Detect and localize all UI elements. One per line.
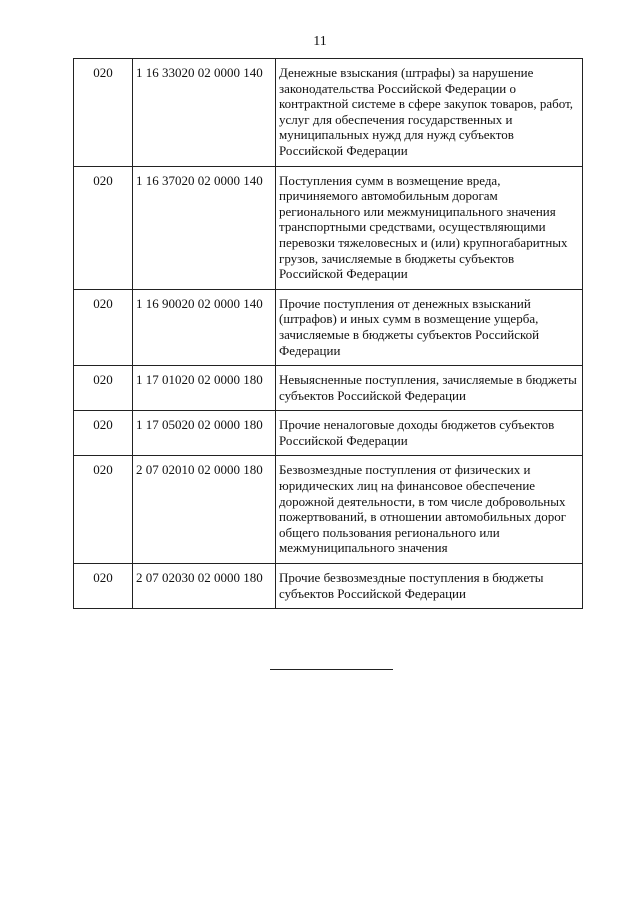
budget-classification-code-cell: 1 17 05020 02 0000 180: [133, 411, 276, 456]
table-row: [74, 411, 583, 456]
admin-code-cell: 020: [74, 166, 133, 289]
page-number: 11: [313, 34, 327, 49]
revenue-description-cell: Невыясненные поступления, зачисляемые в бюджеты субъектов Российской Федерации: [276, 366, 583, 411]
table-row: [74, 289, 583, 365]
revenue-description-cell: Прочие неналоговые доходы бюджетов субъектов Российской Федерации: [276, 411, 583, 456]
table-row: [74, 564, 583, 609]
revenue-description-cell: Безвозмездные поступления от физических и юридических лиц на финансовое обеспечение дорожной деятельности, в том числе добровольных пожертвований, в отношении автомобильных дорог общего пользования регионального или межмуниципального значения: [276, 456, 583, 564]
budget-classification-code-cell: 2 07 02010 02 0000 180: [133, 456, 276, 564]
budget-classification-code-cell: 1 16 90020 02 0000 140: [133, 289, 276, 365]
admin-code-cell: 020: [74, 289, 133, 365]
admin-code-cell: 020: [74, 456, 133, 564]
table-row: [74, 456, 583, 564]
table-row: [74, 166, 583, 289]
admin-code-cell: 020: [74, 366, 133, 411]
budget-classification-code-cell: 1 17 01020 02 0000 180: [133, 366, 276, 411]
admin-code-cell: 020: [74, 411, 133, 456]
revenue-description-cell: Денежные взыскания (штрафы) за нарушение законодательства Российской Федерации о контрактной системе в сфере закупок товаров, работ, услуг для обеспечения государственных и муниципальных нужд для нужд субъектов Российской Федерации: [276, 59, 583, 167]
revenue-description-cell: Поступления сумм в возмещение вреда, причиняемого автомобильным дорогам регионального или межмуниципального значения транспортными средствами, осуществляющими перевозки тяжеловесных и (или) крупногабаритных грузов, зачисляемые в бюджеты субъектов Российской Федерации: [276, 166, 583, 289]
admin-code-cell: 020: [74, 564, 133, 609]
budget-classification-code-cell: 2 07 02030 02 0000 180: [133, 564, 276, 609]
admin-code-cell: 020: [74, 59, 133, 167]
table-body: [74, 59, 583, 609]
revenue-description-cell: Прочие безвозмездные поступления в бюджеты субъектов Российской Федерации: [276, 564, 583, 609]
budget-revenue-table: [73, 58, 583, 609]
budget-classification-code-cell: 1 16 37020 02 0000 140: [133, 166, 276, 289]
table-row: [74, 366, 583, 411]
budget-classification-code-cell: 1 16 33020 02 0000 140: [133, 59, 276, 167]
end-of-document-rule: [270, 669, 393, 670]
table-row: [74, 59, 583, 167]
revenue-description-cell: Прочие поступления от денежных взысканий (штрафов) и иных сумм в возмещение ущерба, зачисляемые в бюджеты субъектов Российской Федерации: [276, 289, 583, 365]
